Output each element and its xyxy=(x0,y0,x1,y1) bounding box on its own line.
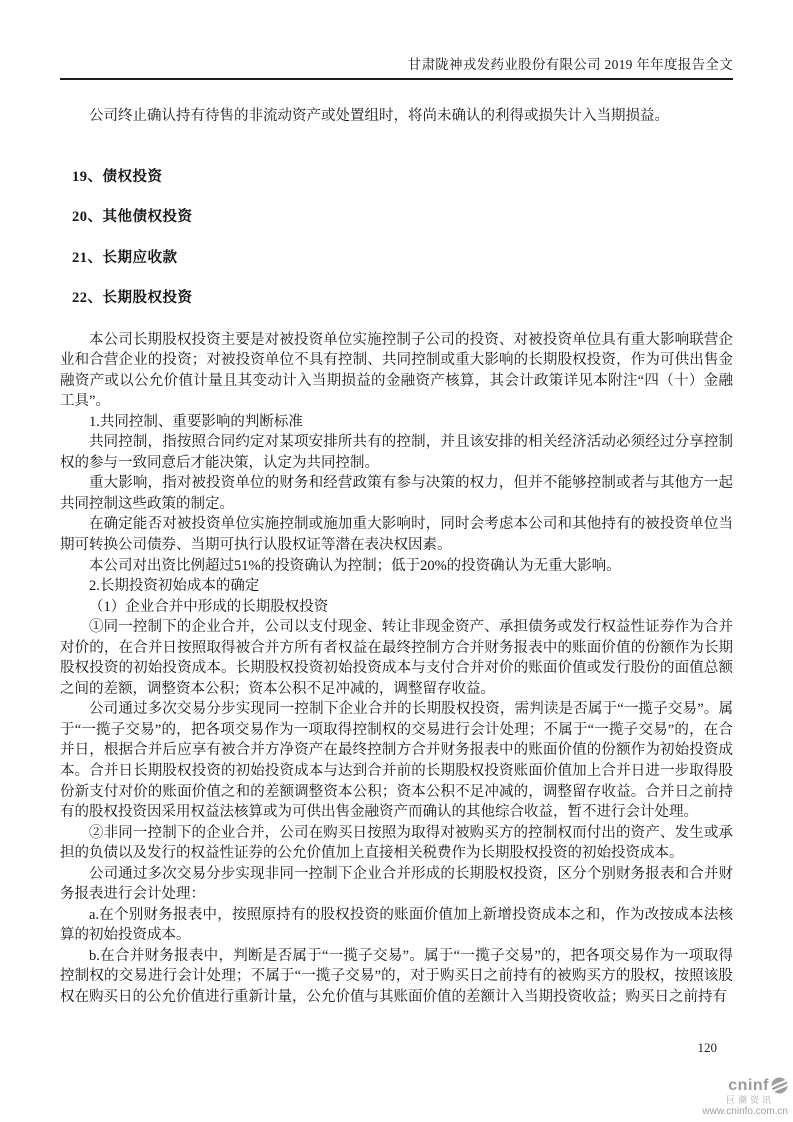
body-paragraph: 本公司对出资比例超过51%的投资确认为控制；低于20%的投资确认为无重大影响。 xyxy=(89,557,621,574)
body-paragraph: a.在个别财务报表中，按照原持有的股权投资的账面价值加上新增投资成本之和，作为改按成本法核算的初始投资成本。 xyxy=(60,906,733,944)
logo-caption: 巨潮资讯 xyxy=(725,1095,774,1105)
cninfo-logo xyxy=(668,1077,788,1117)
logo-brand-row xyxy=(668,1077,788,1094)
page-number: 120 xyxy=(697,1040,717,1055)
intro-paragraph: 公司终止确认持有待售的非流动资产或处置组时，将尚未确认的利得或损失计入当期损益。 xyxy=(89,108,669,124)
body-paragraph: 在确定能否对被投资单位实施控制或施加重大影响时，同时会考虑本公司和其他持有的被投资单位当期可转换公司债券、当期可执行认股权证等潜在表决权因素。 xyxy=(60,516,733,553)
body-paragraph: 重大影响，指对被投资单位的财务和经营政策有参与决策的权力，但并不能够控制或者与其他方一起共同控制这些政策的制定。 xyxy=(60,475,733,512)
swirl-icon xyxy=(771,1077,788,1094)
body-paragraph: （1）企业合并中形成的长期股权投资 xyxy=(89,598,329,615)
section-22-body xyxy=(60,330,733,1008)
body-paragraph: 公司通过多次交易分步实现同一控制下企业合并的长期股权投资，需判读是否属于“一揽子交易”。属于“一揽子交易”的，把各项交易作为一项取得控制权的交易进行会计处理；不属于“一揽子交易”的，在合并日，根据合并后应享有被合并方净资产在最终控制方合并财务报表中的账面价值的份额作为初始投资成本。合并日长期股权投资的初始投资成本与达到合并前的长期股权投资账面价值加上合并日进一步取得股份新支付对价的账面价值之和的差额调整资本公积；资本公积不足冲减的，调整留存收益。合并日之前持有的股权投资因采用权益法核算或为可供出售金融资产而确认的其他综合收益，暂不进行会计处理。 xyxy=(60,701,733,821)
body-paragraph: 本公司长期股权投资主要是对被投资单位实施控制子公司的投资、对被投资单位具有重大影响联营企业和合营企业的投资；对被投资单位不具有控制、共同控制或重大影响的长期股权投资，作为可供出售金融资产或以公允价值计量且其变动计入当期损益的金融资产核算，其会计政策详见本附注“四（十）金融工具”。 xyxy=(60,331,733,410)
body-paragraph: b.在合并财务报表中，判断是否属于“一揽子交易”。属于“一揽子交易”的，把各项交易作为一项取得控制权的交易进行会计处理；不属于“一揽子交易”的，对于购买日之前持有的被购买方的股权，按照该股权在购买日的公允价值进行重新计量，公允价值与其账面价值的差额计入当期投资收益；购买日之前持有 xyxy=(60,947,733,1005)
body-paragraph: 1.共同控制、重要影响的判断标准 xyxy=(89,413,303,430)
body-paragraph: ①同一控制下的企业合并，公司以支付现金、转让非现金资产、承担债务或发行权益性证券作为合并对价的，在合并日按照取得被合并方所有者权益在最终控制方合并财务报表中的账面价值的份额作为长期股权投资的初始投资成本。长期股权投资初始投资成本与支付合并对价的账面价值或发行股份的面值总额之间的差额，调整资本公积；资本公积不足冲减的，调整留存收益。 xyxy=(60,619,733,697)
body-paragraph: 2.长期投资初始成本的确定 xyxy=(89,578,260,595)
body-paragraph: 公司通过多次交易分步实现非同一控制下企业合并形成的长期股权投资，区分个别财务报表和合并财务报表进行会计处理： xyxy=(60,865,733,903)
header-title: 甘肃陇神戎发药业股份有限公司 2019 年年度报告全文 xyxy=(407,57,733,72)
section-heading-20: 20、其他债权投资 xyxy=(72,209,193,225)
section-heading-21: 21、长期应收款 xyxy=(72,249,178,266)
page-header xyxy=(60,0,733,80)
page-content xyxy=(60,0,733,1008)
section-heading-19: 19、债权投资 xyxy=(72,168,163,185)
logo-brand-text: cninf xyxy=(728,1076,769,1094)
body-paragraph: 共同控制，指按照合同约定对某项安排所共有的控制，并且该安排的相关经济活动必须经过分享控制权的参与一致同意后才能决策，认定为共同控制。 xyxy=(60,434,733,471)
logo-url: www.cninfo.com.cn xyxy=(702,1106,788,1117)
section-heading-22: 22、长期股权投资 xyxy=(72,290,193,306)
body-paragraph: ②非同一控制下的企业合并，公司在购买日按照为取得对被购买方的控制权而付出的资产、发生或承担的负债以及发行的权益性证券的公允价值加上直接相关税费作为长期股权投资的初始投资成本。 xyxy=(60,824,733,862)
